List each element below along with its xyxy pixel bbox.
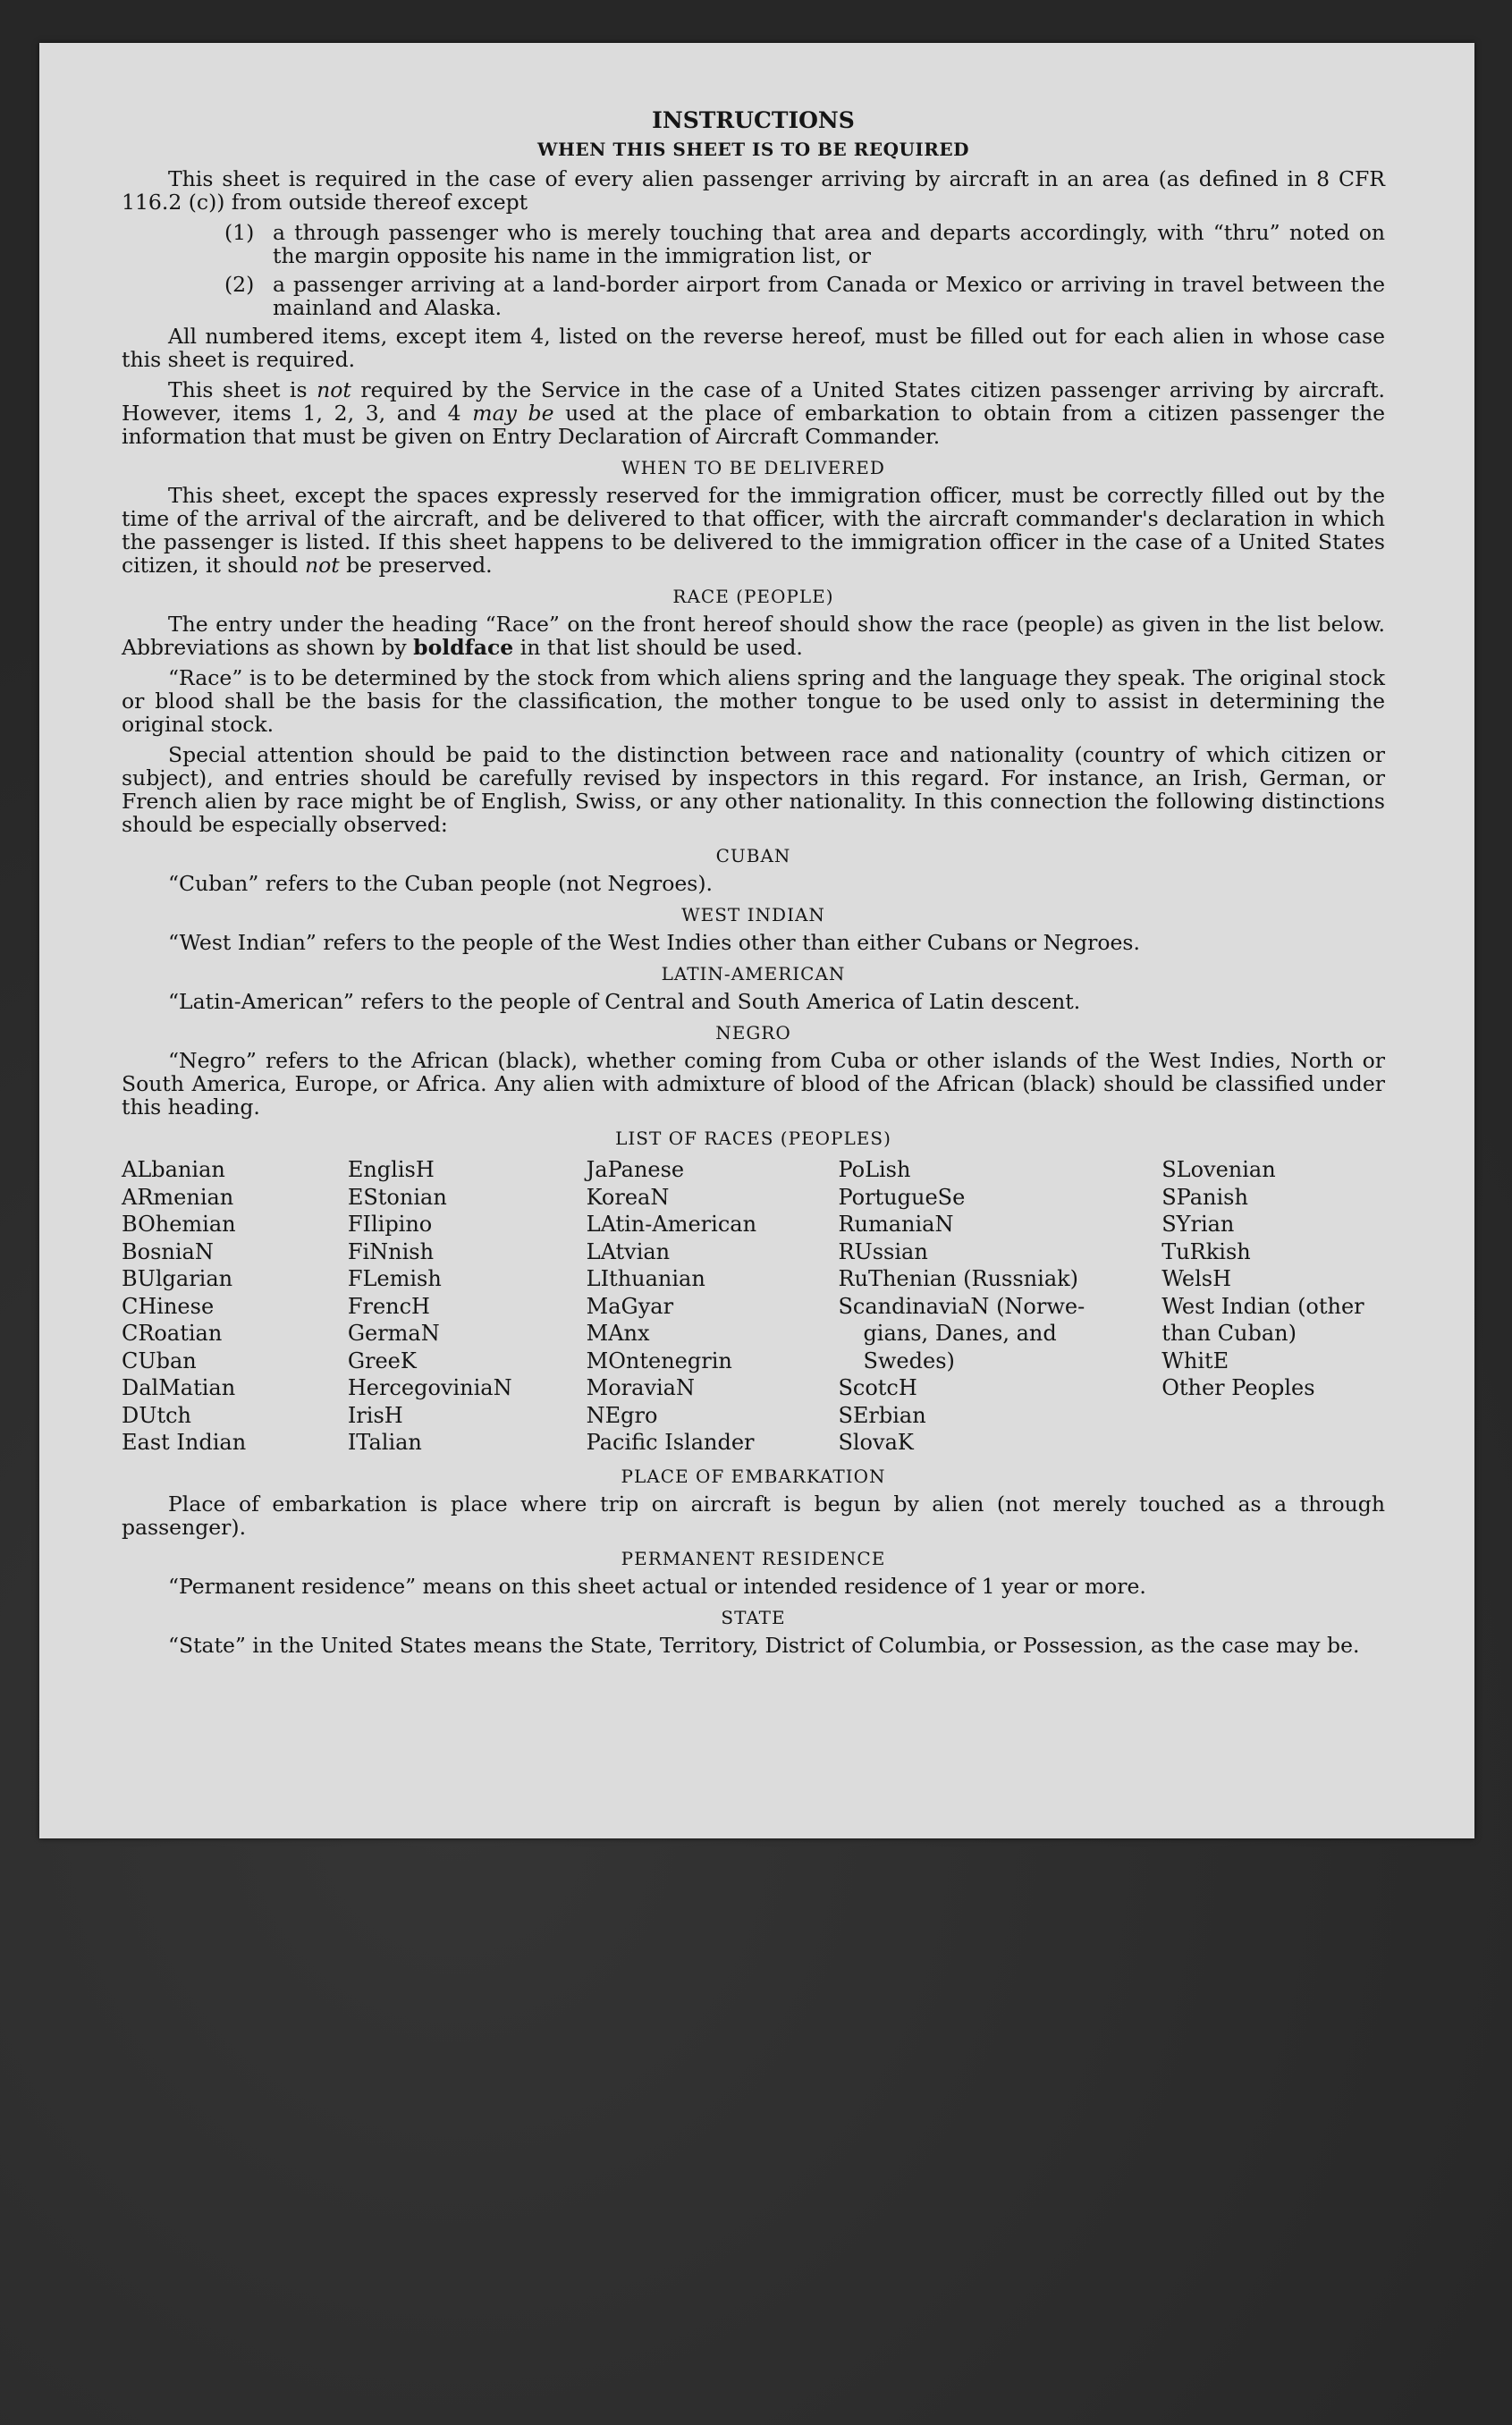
paragraph-race-entry: The entry under the heading “Race” on the front hereof should show the race (people) as given in the list below. Abbreviations as shown by boldface in that list should be used. <box>122 612 1385 660</box>
race-entry: ALbanian <box>122 1157 225 1182</box>
exception-item-1 <box>122 221 1385 267</box>
race-entry: TuRkish <box>1161 1238 1251 1264</box>
race-entry: NEgro <box>586 1402 658 1428</box>
race-entry: FrencH <box>347 1293 430 1319</box>
heading-state: STATE <box>721 1606 786 1628</box>
exception-number: (1) <box>224 220 255 245</box>
race-entry: LAtin-American <box>586 1212 757 1237</box>
race-entry: gians, Danes, and <box>863 1321 1057 1346</box>
race-entry: Swedes) <box>863 1348 955 1373</box>
races-list <box>122 1156 1385 1457</box>
heading-race: RACE (PEOPLE) <box>672 586 834 607</box>
race-entry: MoraviaN <box>586 1375 695 1400</box>
race-entry: CUban <box>122 1348 197 1373</box>
exception-number: (2) <box>224 272 255 297</box>
race-entry: East Indian <box>122 1430 247 1455</box>
heading-embarkation: PLACE OF EMBARKATION <box>621 1465 886 1487</box>
race-entry: SLovenian <box>1161 1157 1276 1182</box>
heading-when-delivered: WHEN TO BE DELIVERED <box>621 457 885 478</box>
races-column-2 <box>348 1156 587 1457</box>
race-entry: SPanish <box>1161 1184 1248 1210</box>
heading-latin-american: LATIN-AMERICAN <box>661 963 846 984</box>
race-entry: MAnx <box>586 1321 650 1346</box>
heading-west-indian: WEST INDIAN <box>681 904 825 925</box>
heading-cuban: CUBAN <box>715 845 791 866</box>
heading-list-of-races: LIST OF RACES (PEOPLES) <box>615 1128 891 1149</box>
heading-when-required: WHEN THIS SHEET IS TO BE REQUIRED <box>537 139 969 160</box>
race-entry: RUssian <box>838 1238 928 1264</box>
race-entry: SErbian <box>838 1402 926 1428</box>
races-column-3 <box>587 1156 839 1457</box>
paragraph-cuban: “Cuban” refers to the Cuban people (not Negroes). <box>168 871 714 896</box>
race-entry: DUtch <box>122 1402 192 1428</box>
race-entry: RuThenian (Russniak) <box>838 1266 1079 1291</box>
race-entry: SYrian <box>1161 1212 1235 1237</box>
exception-text: a passenger arriving at a land-border airport from Canada or Mexico or arriving in travel between the mainland and Alaska. <box>273 272 1385 320</box>
race-entry: than Cuban) <box>1161 1321 1297 1346</box>
race-entry: JaPanese <box>586 1157 685 1182</box>
race-entry: DalMatian <box>122 1375 236 1400</box>
race-entry: ARmenian <box>122 1184 234 1210</box>
race-entry: FiNnish <box>347 1238 435 1264</box>
paragraph-west-indian: “West Indian” refers to the people of the West Indies other than either Cubans or Negroes. <box>168 930 1140 955</box>
race-entry: GermaN <box>347 1321 440 1346</box>
races-column-4 <box>838 1156 1161 1457</box>
race-entry: FIlipino <box>347 1212 433 1237</box>
race-entry: CHinese <box>122 1293 215 1319</box>
paragraph-numbered-items: All numbered items, except item 4, listed on the reverse hereof, must be filled out for each alien in whose case this sheet is required. <box>122 324 1385 372</box>
paragraph-negro: “Negro” refers to the African (black), whether coming from Cuba or other islands of the West Indies, North or South America, Europe, or Africa. Any alien with admixture of blood of the African (black) should be classified under this heading. <box>122 1048 1385 1120</box>
race-entry: BOhemian <box>122 1212 236 1237</box>
paragraph-residence: “Permanent residence” means on this sheet actual or intended residence of 1 year or more. <box>168 1573 1146 1599</box>
race-entry: GreeK <box>347 1348 417 1373</box>
race-entry: SlovaK <box>838 1430 914 1455</box>
paragraph-race-nationality: Special attention should be paid to the distinction between race and nationality (country of which citizen or subject), and entries should be carefully revised by inspectors in this regard. For instance, an Irish, German, or French alien by race might be of English, Swiss, or any other nationality. In this connection the following distinctions should be especially observed: <box>122 742 1385 837</box>
race-entry: KoreaN <box>586 1184 670 1210</box>
race-entry: ScotcH <box>838 1375 917 1400</box>
race-entry: PortugueSe <box>838 1184 966 1210</box>
paragraph-citizen: This sheet is not required by the Service in the case of a United States citizen passenger arriving by aircraft. However, items 1, 2, 3, and 4 may be used at the place of embarkation to obtain from a citizen passenger the information that must be given on Entry Declaration of Aircraft Commander. <box>122 377 1385 449</box>
paragraph-required: This sheet is required in the case of every alien passenger arriving by aircraft in an area (as defined in 8 CFR 116.2 (c)) from outside thereof except <box>122 166 1385 215</box>
race-entry: Pacific Islander <box>586 1430 755 1455</box>
race-entry: West Indian (other <box>1161 1293 1364 1319</box>
race-entry: MaGyar <box>586 1293 674 1319</box>
race-entry: MOntenegrin <box>586 1348 732 1373</box>
race-entry: IrisH <box>347 1402 403 1428</box>
heading-residence: PERMANENT RESIDENCE <box>621 1547 886 1569</box>
race-entry: BosniaN <box>122 1238 214 1264</box>
race-entry: CRoatian <box>122 1321 223 1346</box>
race-entry: LAtvian <box>586 1238 671 1264</box>
race-entry: ScandinaviaN (Norwe- <box>838 1293 1085 1319</box>
paragraph-latin-american: “Latin-American” refers to the people of Central and South America of Latin descent. <box>168 989 1081 1014</box>
race-entry: PoLish <box>838 1157 911 1182</box>
paragraph-race-stock: “Race” is to be determined by the stock from which aliens spring and the language they speak. The original stock or blood shall be the basis for the classification, the mother tongue to be used only to assist in determining the original stock. <box>122 665 1385 737</box>
instruction-sheet <box>39 43 1474 1838</box>
race-entry: HercegoviniaN <box>347 1375 512 1400</box>
races-column-5 <box>1161 1156 1385 1457</box>
paragraph-embarkation: Place of embarkation is place where trip on aircraft is begun by alien (not merely touched as a through passenger). <box>122 1491 1385 1540</box>
race-entry: LIthuanian <box>586 1266 705 1291</box>
race-entry: EStonian <box>347 1184 447 1210</box>
race-entry: Other Peoples <box>1161 1375 1315 1400</box>
paragraph-delivered: This sheet, except the spaces expressly reserved for the immigration officer, must be correctly filled out by the time of the arrival of the aircraft, and be delivered to that officer, with the aircraft commander's declaration in which the passenger is listed. If this sheet happens to be delivered to the immigration officer in the case of a United States citizen, it should not be preserved. <box>122 483 1385 578</box>
race-entry: FLemish <box>347 1266 442 1291</box>
races-column-1 <box>122 1156 348 1457</box>
exception-text: a through passenger who is merely touching that area and departs accordingly, with “thru” noted on the margin opposite his name in the immigration list, or <box>273 220 1385 268</box>
race-entry: ITalian <box>347 1430 422 1455</box>
page-title: INSTRUCTIONS <box>652 107 855 133</box>
race-entry: WhitE <box>1161 1348 1229 1373</box>
race-entry: RumaniaN <box>838 1212 954 1237</box>
heading-negro: NEGRO <box>715 1022 791 1044</box>
race-entry: BUlgarian <box>122 1266 233 1291</box>
paragraph-state: “State” in the United States means the State, Territory, District of Columbia, or Possession, as the case may be. <box>168 1632 1360 1658</box>
race-entry: EnglisH <box>347 1157 435 1182</box>
exception-item-2 <box>122 273 1385 319</box>
race-entry: WelsH <box>1161 1266 1232 1291</box>
